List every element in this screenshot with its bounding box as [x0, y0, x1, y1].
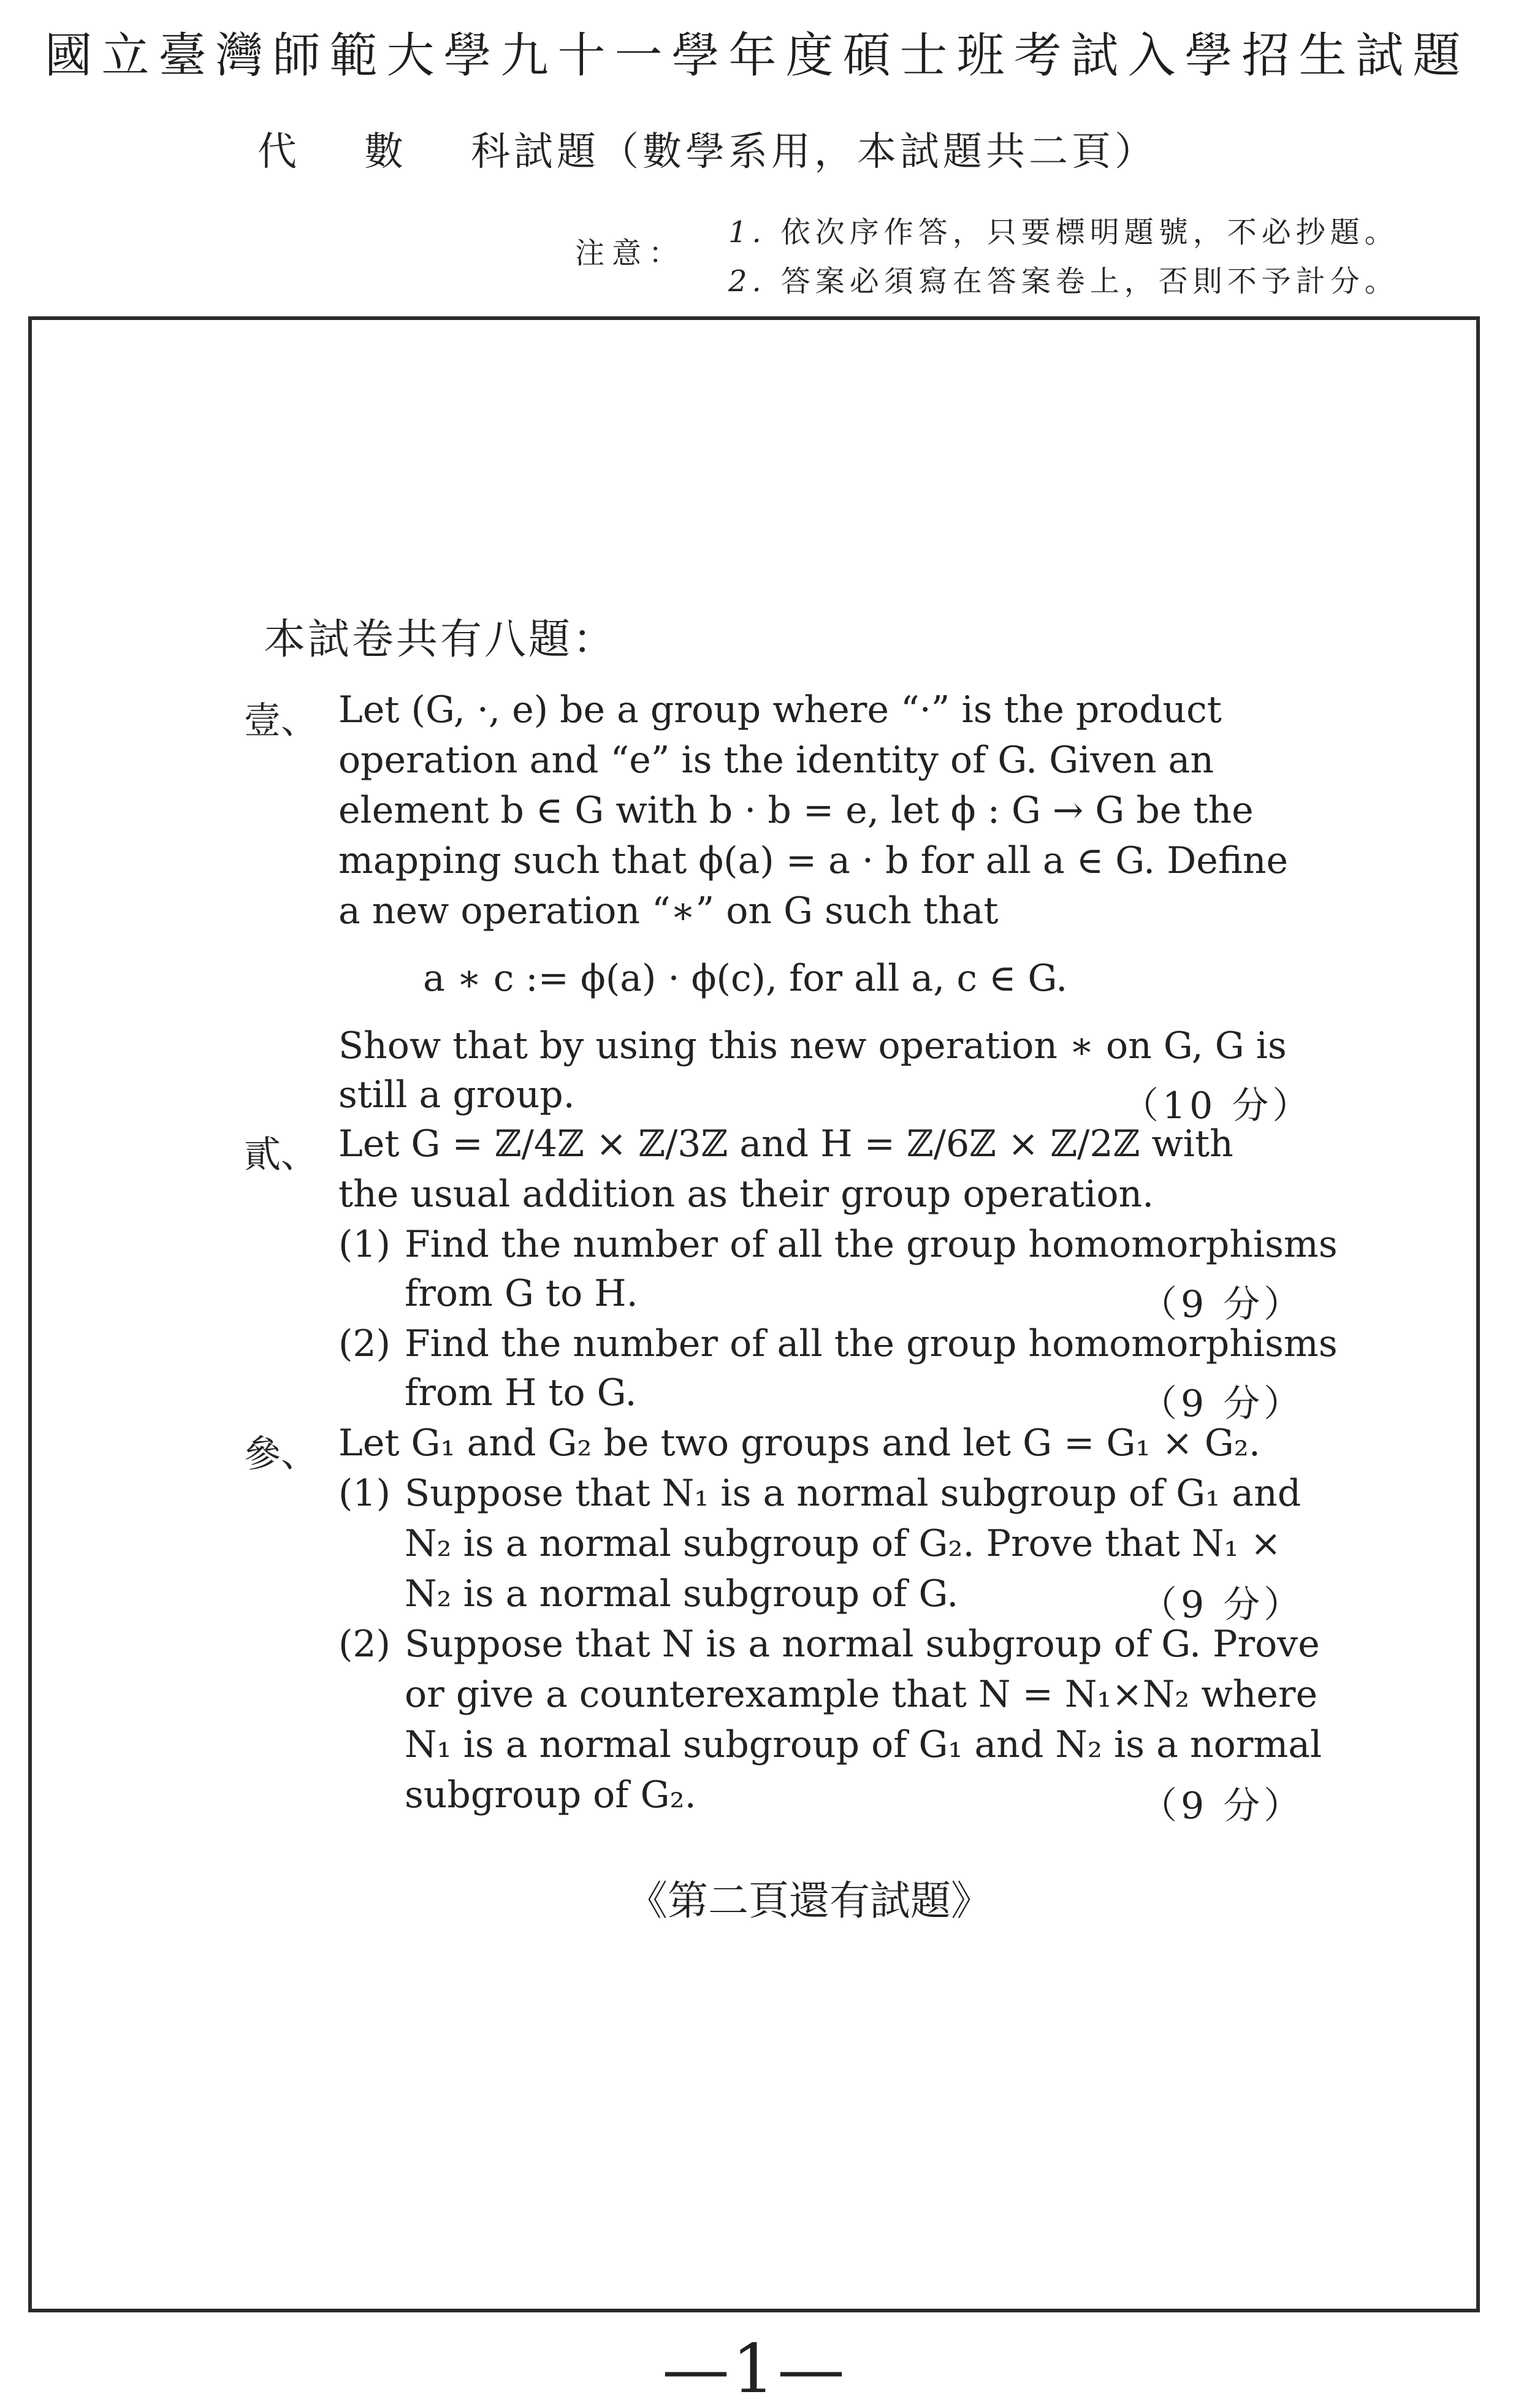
- part-label: (1): [338, 1223, 391, 1266]
- question-line: Let G₁ and G₂ be two groups and let G = G₁ × G₂.: [338, 1422, 1260, 1465]
- part-line: from H to G.: [405, 1371, 637, 1414]
- notice-item: [728, 208, 1399, 251]
- question-line: element b ∈ G with b · b = e, let ϕ : G → G be the: [338, 789, 1254, 832]
- page-number: —1—: [662, 2330, 847, 2408]
- subtitle-rest: 科試題（數學系用，本試題共二頁）: [471, 129, 1157, 175]
- part-line: subgroup of G₂.: [405, 1774, 696, 1816]
- score: （9 分）: [1140, 1583, 1305, 1626]
- question-mark-2: 貳、: [244, 1134, 318, 1176]
- part-label: (2): [338, 1623, 391, 1666]
- question-line: operation and “e” is the identity of G. Given an: [338, 739, 1214, 782]
- notice-number: 1.: [728, 215, 766, 250]
- score: （9 分）: [1140, 1785, 1305, 1827]
- part-line: Find the number of all the group homomorphisms: [405, 1322, 1338, 1365]
- part-line: Suppose that N is a normal subgroup of G. Prove: [405, 1623, 1320, 1666]
- notice-text: 答案必須寫在答案卷上，否則不予計分。: [780, 264, 1399, 299]
- notice-number: 2.: [728, 264, 766, 299]
- notice-item: [728, 257, 1399, 300]
- part-line: from G to H.: [405, 1272, 638, 1315]
- part-line: N₂ is a normal subgroup of G₂. Prove that N₁ ×: [405, 1522, 1281, 1565]
- part-label: (2): [338, 1322, 391, 1365]
- question-line: Let (G, ·, e) be a group where “·” is the product: [338, 688, 1222, 731]
- intro-text: 本試卷共有八題：: [264, 615, 617, 664]
- question-line: still a group.: [338, 1073, 575, 1116]
- question-line: the usual addition as their group operation.: [338, 1173, 1154, 1216]
- part-line: Suppose that N₁ is a normal subgroup of G₁ and: [405, 1472, 1301, 1515]
- question-formula: a ∗ c := ϕ(a) · ϕ(c), for all a, c ∈ G.: [423, 957, 1068, 1000]
- notice-text: 依次序作答，只要標明題號，不必抄題。: [780, 215, 1399, 250]
- part-line: or give a counterexample that N = N₁×N₂ where: [405, 1673, 1318, 1716]
- notice-label: 注意：: [575, 236, 686, 270]
- score: （10 分）: [1122, 1084, 1313, 1127]
- part-line: N₁ is a normal subgroup of G₁ and N₂ is a normal: [405, 1723, 1322, 1766]
- part-line: N₂ is a normal subgroup of G.: [405, 1572, 959, 1615]
- exam-subtitle: [257, 120, 1157, 177]
- question-mark-1: 壹、: [244, 699, 318, 742]
- question-line: a new operation “∗” on G such that: [338, 890, 999, 932]
- continuation-note: 《第二頁還有試題》: [627, 1877, 991, 1924]
- score: （9 分）: [1140, 1283, 1305, 1326]
- question-line: Show that by using this new operation ∗ on G, G is: [338, 1024, 1287, 1067]
- part-line: Find the number of all the group homomorphisms: [405, 1223, 1338, 1266]
- question-line: mapping such that ϕ(a) = a · b for all a ∈ G. Define: [338, 839, 1288, 882]
- score: （9 分）: [1140, 1382, 1305, 1425]
- question-line: Let G = ℤ/4ℤ × ℤ/3ℤ and H = ℤ/6ℤ × ℤ/2ℤ with: [338, 1122, 1233, 1165]
- part-label: (1): [338, 1472, 391, 1515]
- exam-title: 國立臺灣師範大學九十一學年度碩士班考試入學招生試題: [44, 28, 1470, 83]
- question-mark-3: 參、: [244, 1433, 318, 1476]
- subject-name: 代數: [257, 129, 471, 175]
